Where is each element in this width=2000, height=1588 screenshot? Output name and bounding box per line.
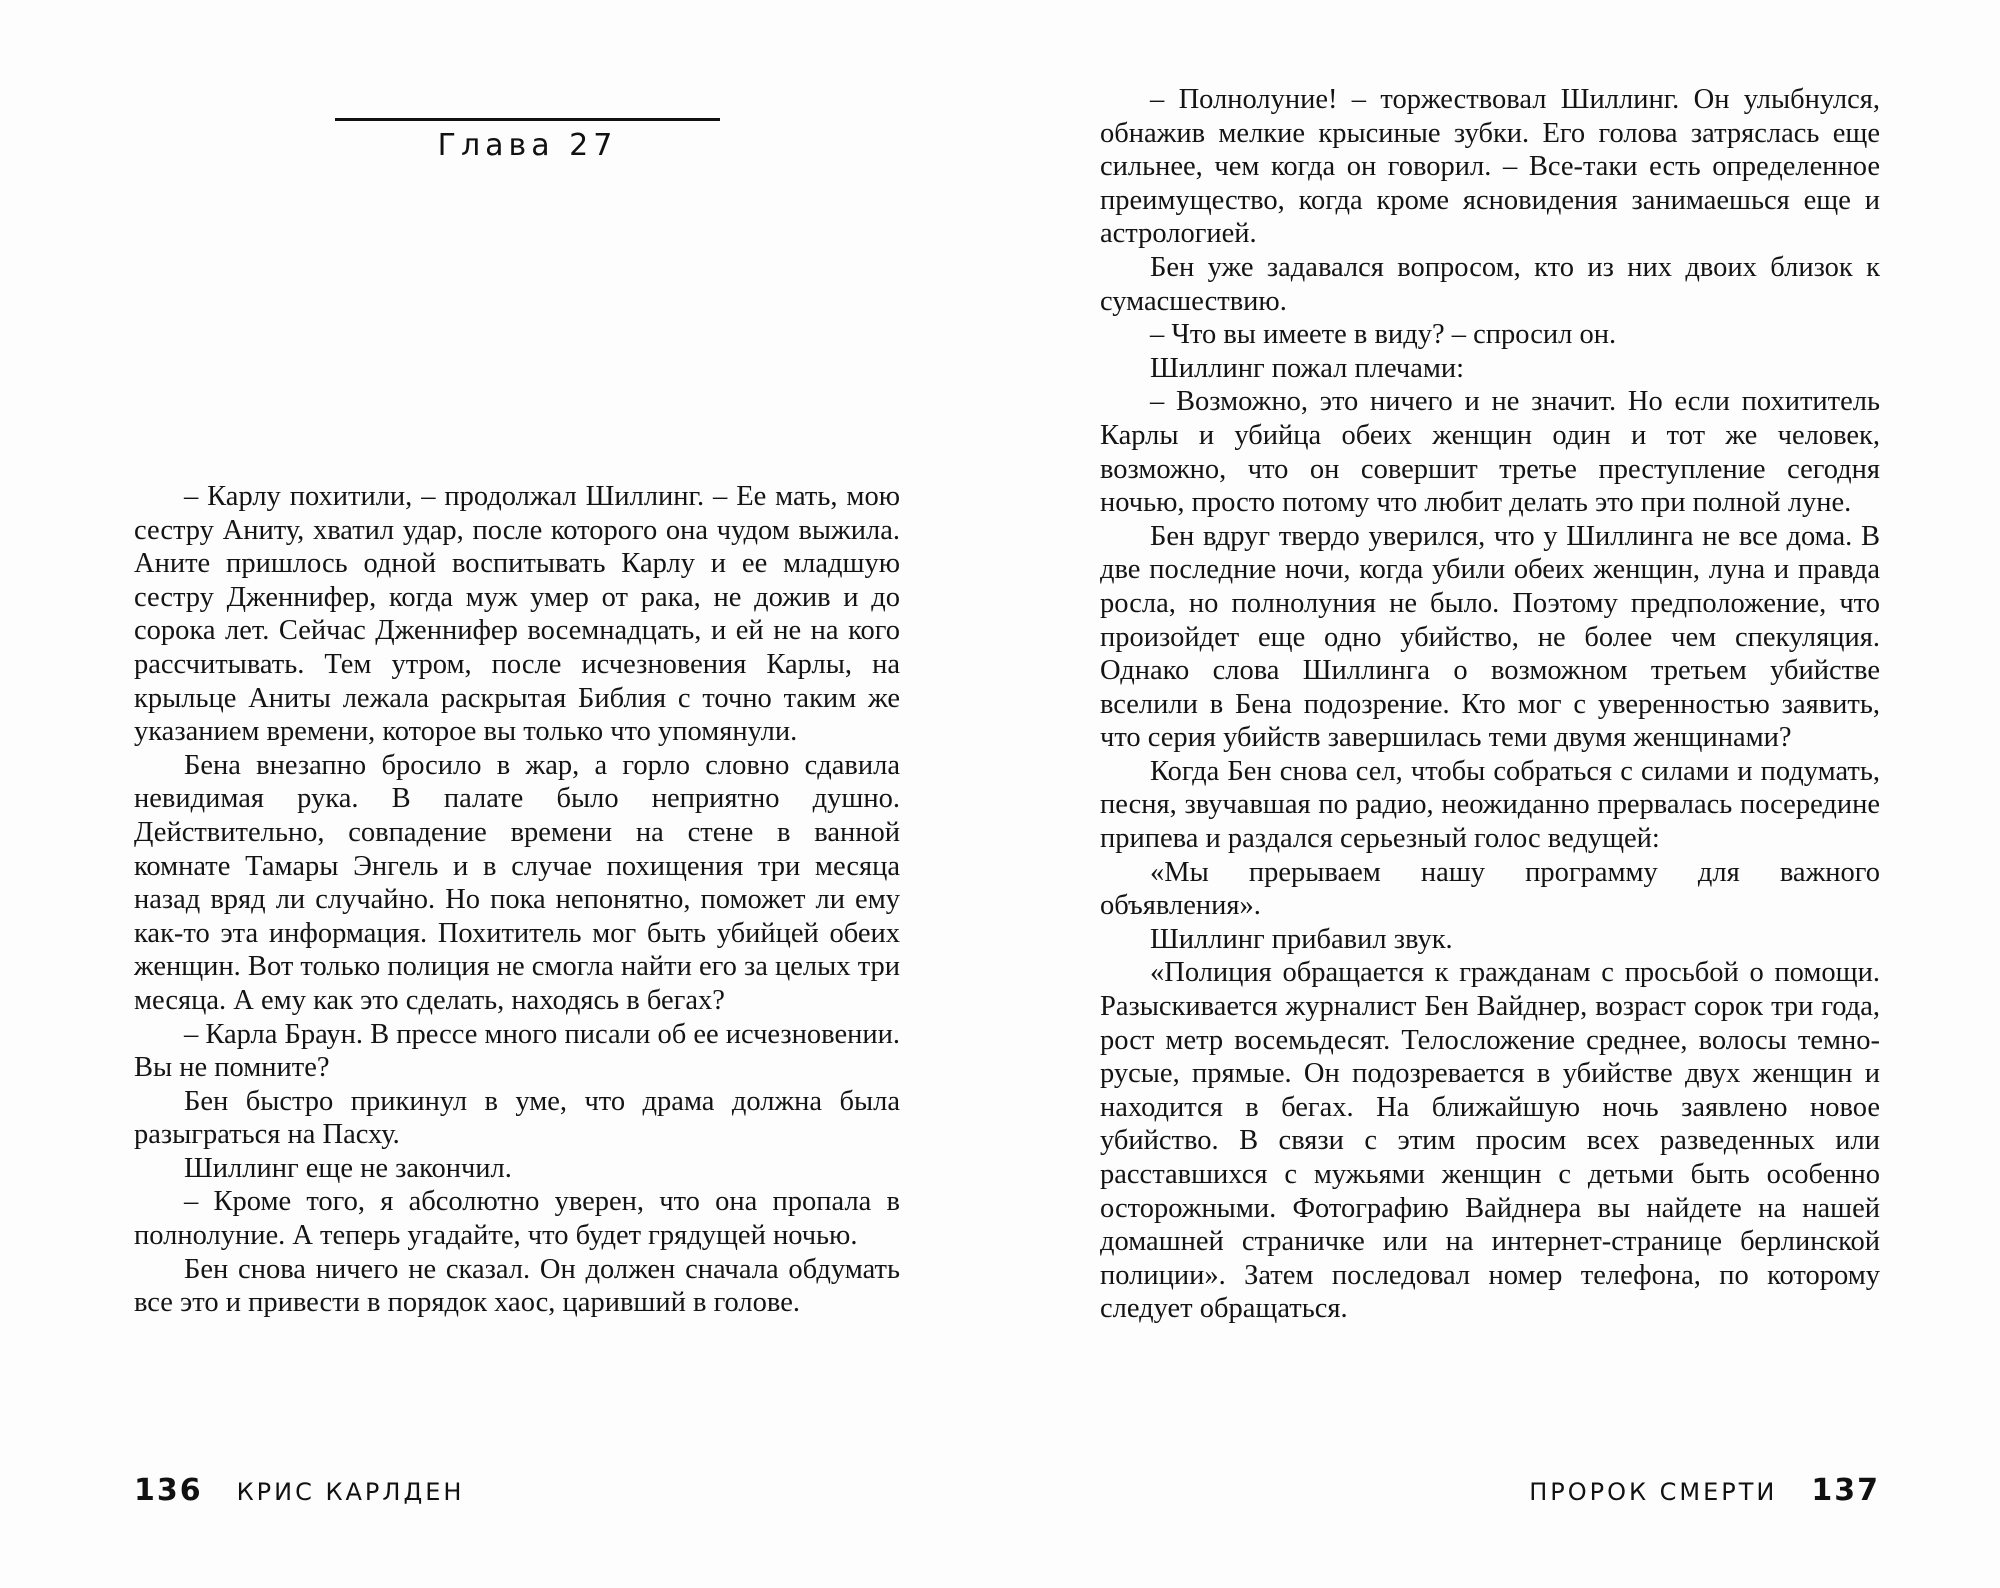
paragraph: Когда Бен снова сел, чтобы собраться с силами и подумать, песня, звучавшая по радио, неожиданно прервалась посередине припева и раздался серьезный голос ведущей: (1100, 755, 1880, 855)
right-page-text (1100, 83, 1880, 1326)
paragraph: Бена внезапно бросило в жар, а горло словно сдавила невидимая рука. В палате было неприятно душно. Действительно, совпадение времени на стене в ванной комнате Тамары Энгель и в случае похищения три месяца назад вряд ли случайно. Но пока непонятно, поможет ли ему как-то эта информация. Похититель мог быть убийцей обеих женщин. Вот только полиция не смогла найти его за целых три месяца. А ему как это сделать, находясь в бегах? (134, 749, 900, 1016)
paragraph: – Возможно, это ничего и не значит. Но если похититель Карлы и убийца обеих женщин один и тот же человек, возможно, что он совершит третье преступление сегодня ночью, просто потому что любит делать это при полной луне. (1100, 386, 1880, 519)
paragraph: – Что вы имеете в виду? – спросил он. (1150, 319, 1617, 351)
paragraph: – Полнолуние! – торжествовал Шиллинг. Он улыбнулся, обнажив мелкие крысиные зубки. Его голова затряслась еще сильнее, чем когда он говорил. – Все-таки есть определенное преимущество, когда кроме ясновидения занимаешься еще и астрологией. (1100, 84, 1880, 250)
left-page-text (134, 480, 900, 1320)
paragraph: – Карлу похитили, – продолжал Шиллинг. – Ее мать, мою сестру Аниту, хватил удар, после которого она чудом выжила. Аните пришлось одной воспитывать Карлу и ее младшую сестру Дженнифер, когда муж умер от рака, не дожив и до сорока лет. Сейчас Дженнифер восемнадцать, и ей не на кого рассчитывать. Тем утром, после исчезновения Карлы, на крыльце Аниты лежала раскрытая Библия с точно таким же указанием времени, которое вы только что упомянули. (134, 481, 900, 748)
paragraph: Бен уже задавался вопросом, кто из них двоих близок к сумасшествию. (1100, 251, 1880, 317)
right-folio (1529, 1473, 1880, 1508)
chapter-title: Глава 27 (437, 128, 618, 163)
paragraph: Шиллинг прибавил звук. (1150, 923, 1453, 955)
paragraph: «Мы прерываем нашу программу для важного объявления». (1100, 856, 1880, 922)
paragraph: – Карла Браун. В прессе много писали об ее исчезновении. Вы не помните? (134, 1018, 900, 1084)
running-head: ПРОРОК СМЕРТИ (1529, 1478, 1778, 1506)
paragraph: Шиллинг еще не закончил. (184, 1152, 512, 1184)
paragraph: Бен вдруг твердо уверился, что у Шиллинга не все дома. В две последние ночи, когда убили обеих женщин, луна и правда росла, но полнолуния не было. Поэтому предположение, что произойдет еще одно убийство, не более чем спекуляция. Однако слова Шиллинга о возможном третьем убийстве вселили в Бена подозрение. Кто мог с уверенностью заявить, что серия убийств завершилась теми двумя женщинами? (1100, 520, 1880, 754)
paragraph: Шиллинг пожал плечами: (1150, 352, 1465, 384)
running-head: КРИС КАРЛДЕН (236, 1478, 465, 1506)
paragraph: Бен быстро прикинул в уме, что драма должна была разыграться на Пасху. (134, 1085, 900, 1151)
paragraph: «Полиция обращается к гражданам с просьбой о помощи. Разыскивается журналист Бен Вайднер, возраст сорок три года, рост метр восемьдесят. Телосложение среднее, волосы темно-русые, прямые. Он подозревается в убийстве двух женщин и находится в бегах. На ближайшую ночь заявлено новое убийство. В связи с этим просим всех разведенных или расставшихся с мужьями женщин с детьми быть особенно осторожными. Фотографию Вайднера вы найдете на нашей домашней страничке или на интернет-странице берлинской полиции». Затем последовал номер телефона, по которому следует обращаться. (1100, 957, 1880, 1325)
left-folio (134, 1473, 464, 1508)
right-page (1000, 0, 2000, 1588)
page-number: 137 (1811, 1473, 1880, 1508)
paragraph: – Кроме того, я абсолютно уверен, что она пропала в полнолуние. А теперь угадайте, что будет грядущей ночью. (134, 1186, 900, 1252)
page-number: 136 (134, 1473, 203, 1508)
chapter-rule (335, 118, 720, 121)
paragraph: Бен снова ничего не сказал. Он должен сначала обдумать все это и привести в порядок хаос, царивший в голове. (134, 1253, 900, 1319)
